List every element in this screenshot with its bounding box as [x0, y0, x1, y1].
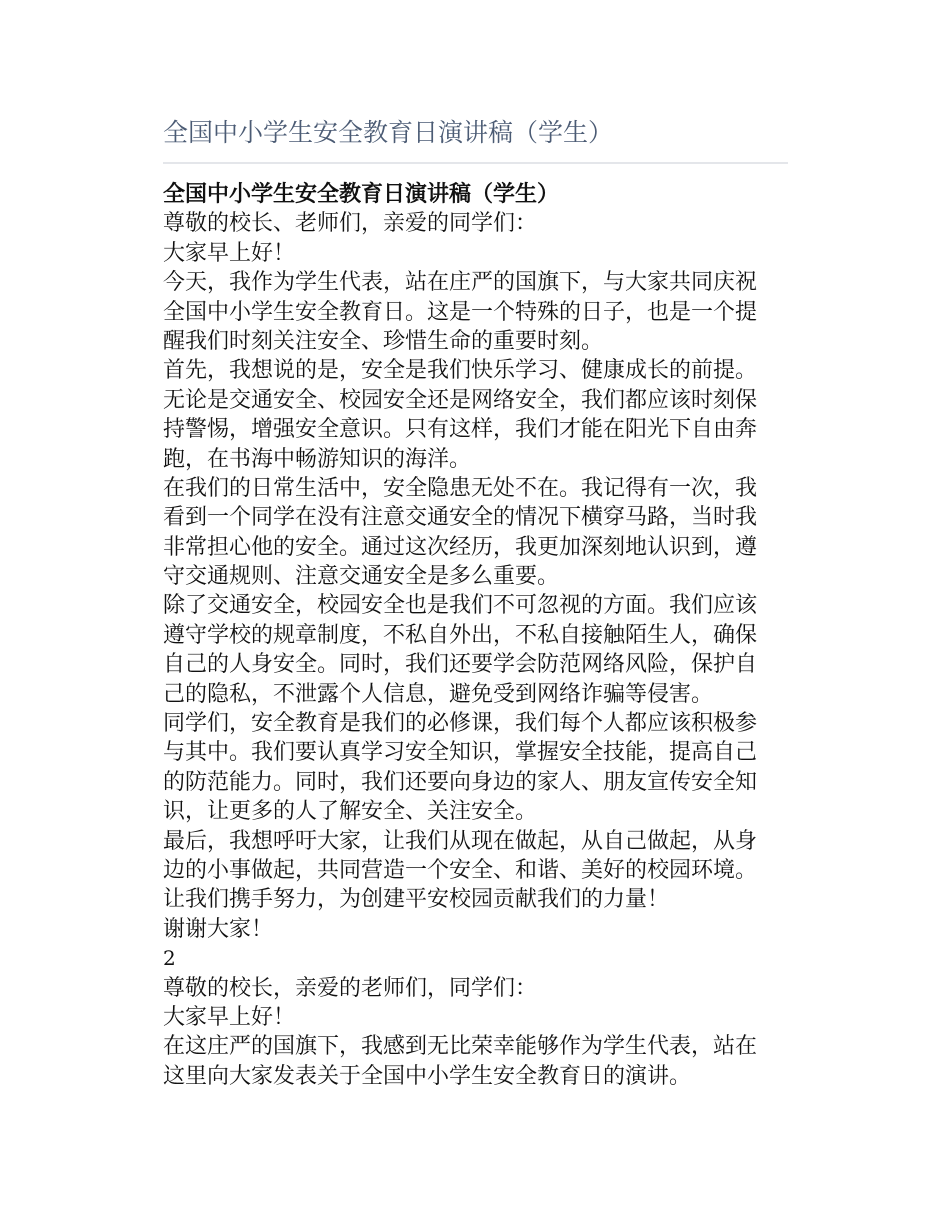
text-line: 守交通规则、注意交通安全是多么重要。: [163, 564, 560, 590]
text-line: 同学们，安全教育是我们的必修课，我们每个人都应该积极参: [163, 711, 758, 737]
salutation: 尊敬的校长，亲爱的老师们，同学们：: [163, 975, 538, 1001]
text-line: 遵守学校的规章制度，不私自外出，不私自接触陌生人，确保: [163, 622, 758, 648]
closing: 谢谢大家！: [163, 916, 274, 942]
section-number: 2: [163, 946, 176, 971]
text-line: 今天，我作为学生代表，站在庄严的国旗下，与大家共同庆祝: [163, 270, 758, 296]
text-line: 持警惕，增强安全意识。只有这样，我们才能在阳光下自由奔: [163, 417, 758, 443]
salutation: 尊敬的校长、老师们，亲爱的同学们：: [163, 211, 538, 237]
text-line: 己的隐私，不泄露个人信息，避免受到网络诈骗等侵害。: [163, 681, 714, 707]
text-line: 这里向大家发表关于全国中小学生安全教育日的演讲。: [163, 1063, 692, 1089]
document-page: [163, 110, 788, 1091]
text-line: 与其中。我们要认真学习安全知识，掌握安全技能，提高自己: [163, 740, 758, 766]
text-line: 最后，我想呼吁大家，让我们从现在做起，从自己做起，从身: [163, 828, 758, 854]
text-line: 除了交通安全，校园安全也是我们不可忽视的方面。我们应该: [163, 593, 758, 619]
text-line: 无论是交通安全、校园安全还是网络安全，我们都应该时刻保: [163, 387, 758, 413]
text-line: 在这庄严的国旗下，我感到无比荣幸能够作为学生代表，站在: [163, 1034, 758, 1060]
text-line: 让我们携手努力，为创建平安校园贡献我们的力量！: [163, 887, 670, 913]
text-line: 首先，我想说的是，安全是我们快乐学习、健康成长的前提。: [163, 358, 758, 384]
text-line: 全国中小学生安全教育日。这是一个特殊的日子，也是一个提: [163, 299, 758, 325]
text-line: 识，让更多的人了解安全、关注安全。: [163, 799, 538, 825]
greeting: 大家早上好！: [163, 240, 296, 266]
text-line: 边的小事做起，共同营造一个安全、和谐、美好的校园环境。: [163, 857, 758, 883]
text-line: 在我们的日常生活中，安全隐患无处不在。我记得有一次，我: [163, 475, 758, 501]
text-line: 看到一个同学在没有注意交通安全的情况下横穿马路，当时我: [163, 505, 758, 531]
greeting: 大家早上好！: [163, 1004, 296, 1030]
text-line: 跑，在书海中畅游知识的海洋。: [163, 446, 472, 472]
text-line: 非常担心他的安全。通过这次经历，我更加深刻地认识到，遵: [163, 534, 758, 560]
text-line: 的防范能力。同时，我们还要向身边的家人、朋友宣传安全知: [163, 769, 758, 795]
document-title: 全国中小学生安全教育日演讲稿（学生）: [163, 110, 788, 164]
text-line: 醒我们时刻关注安全、珍惜生命的重要时刻。: [163, 328, 604, 354]
body-heading: 全国中小学生安全教育日演讲稿（学生）: [163, 182, 560, 207]
document-body: [163, 180, 788, 1091]
text-line: 自己的人身安全。同时，我们还要学会防范网络风险，保护自: [163, 652, 758, 678]
